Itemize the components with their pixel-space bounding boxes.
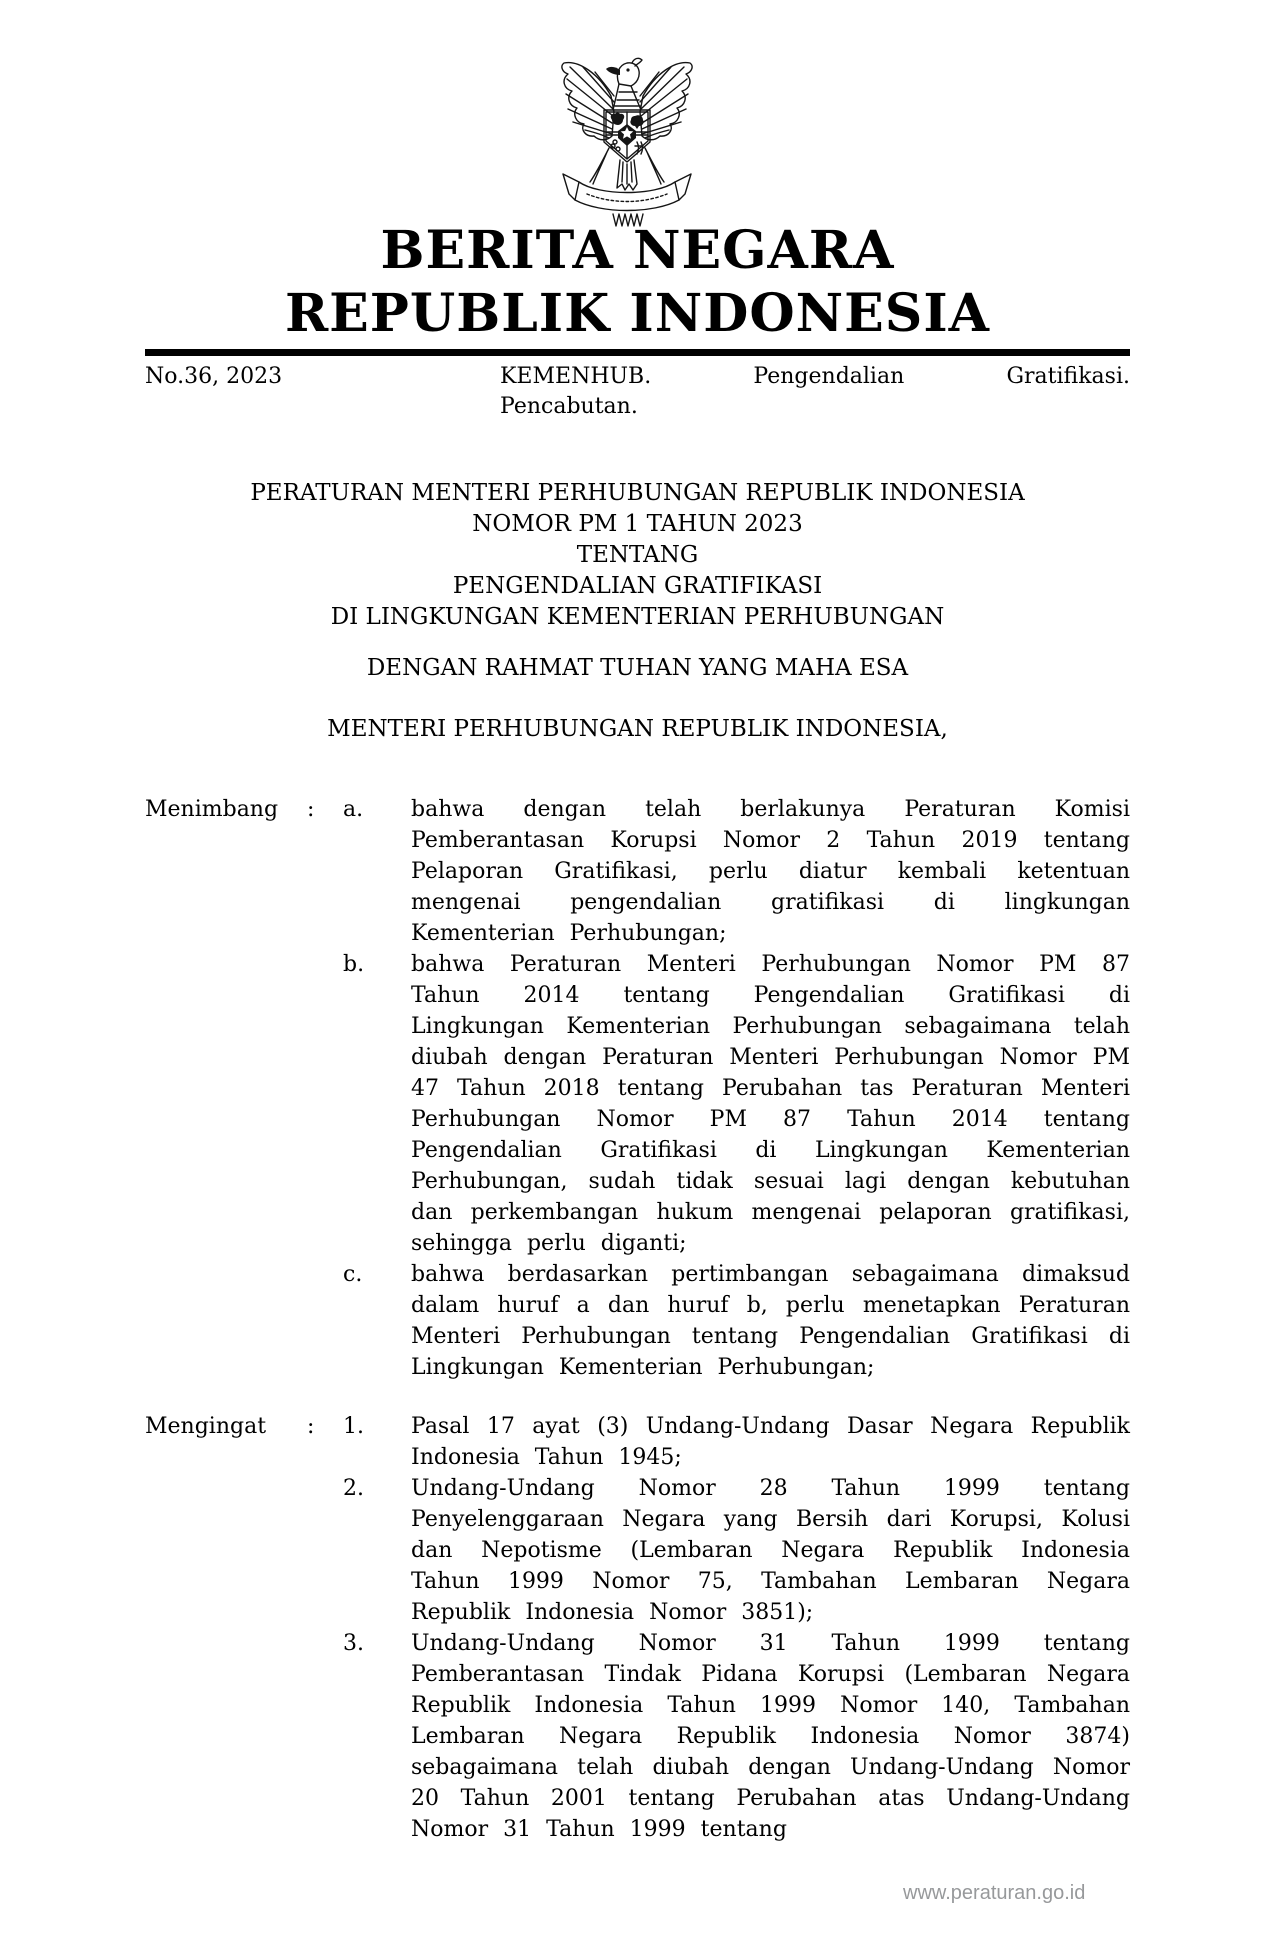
regulation-title-line1: PERATURAN MENTERI PERHUBUNGAN REPUBLIK INDONESIA bbox=[250, 480, 1025, 506]
item-marker: 3. bbox=[343, 1631, 364, 1656]
gazette-title-line2: REPUBLIK INDONESIA bbox=[284, 283, 991, 344]
regulation-subject-line: PENGENDALIAN GRATIFIKASI bbox=[452, 573, 823, 599]
invocation-line: DENGAN RAHMAT TUHAN YANG MAHA ESA bbox=[366, 655, 909, 681]
garuda-pancasila-emblem bbox=[557, 54, 697, 238]
subject-word-2: Pengendalian bbox=[753, 364, 905, 389]
item-marker: b. bbox=[343, 952, 365, 977]
masthead-info-line bbox=[145, 362, 1130, 422]
gazette-subject bbox=[500, 362, 1130, 422]
gazette-number: No.36, 2023 bbox=[145, 364, 283, 389]
legal-basis-text-2: Undang-Undang Nomor 28 Tahun 1999 tentang Penyelenggaraan Negara yang Bersih dari Korupsi, Kolusi dan Nepotisme (Lembaran Negara Republik Indonesia Tahun 1999 Nomor 75, Tambahan Lembaran Negara Republik Indonesia Nomor 3851); bbox=[411, 1476, 1130, 1625]
watermark-url: www.peraturan.go.id bbox=[903, 1882, 1086, 1904]
consideration-row-c bbox=[145, 1259, 1130, 1383]
legal-basis-text-1: Pasal 17 ayat (3) Undang-Undang Dasar Negara Republik Indonesia Tahun 1945; bbox=[411, 1414, 1130, 1470]
consideration-text-a: bahwa dengan telah berlakunya Peraturan Komisi Pemberantasan Korupsi Nomor 2 Tahun 2019 tentang Pelaporan Gratifikasi, perlu diatur kembali ketentuan mengenai pengendalian gratifikasi di lingkungan Kementerian Perhubungan; bbox=[411, 797, 1130, 946]
mengingat-separator: : bbox=[307, 1414, 315, 1439]
legal-basis-row-2 bbox=[145, 1473, 1130, 1628]
consideration-text-c: bahwa berdasarkan pertimbangan sebagaimana dimaksud dalam huruf a dan huruf b, perlu menetapkan Peraturan Menteri Perhubungan tentang Pengendalian Gratifikasi di Lingkungan Kementerian Perhubungan; bbox=[411, 1262, 1130, 1380]
consideration-row-a bbox=[145, 794, 1130, 949]
preamble-section bbox=[145, 794, 1130, 1845]
subject-word-1: KEMENHUB. bbox=[500, 364, 652, 389]
subject-word-3: Gratifikasi. bbox=[1006, 364, 1130, 389]
menimbang-separator: : bbox=[307, 797, 315, 822]
menimbang-label: Menimbang bbox=[145, 797, 279, 822]
regulation-title-block bbox=[145, 478, 1130, 633]
legal-basis-row-1 bbox=[145, 1411, 1130, 1473]
legal-basis-row-3 bbox=[145, 1628, 1130, 1845]
consideration-row-b bbox=[145, 949, 1130, 1259]
mengingat-label: Mengingat bbox=[145, 1414, 267, 1439]
item-marker: c. bbox=[343, 1262, 363, 1287]
gazette-title-line1: BERITA NEGARA bbox=[380, 220, 895, 281]
authority-line: MENTERI PERHUBUNGAN REPUBLIK INDONESIA, bbox=[327, 716, 948, 742]
consideration-text-b: bahwa Peraturan Menteri Perhubungan Nomor PM 87 Tahun 2014 tentang Pengendalian Gratifikasi di Lingkungan Kementerian Perhubungan sebagaimana telah diubah dengan Peraturan Menteri Perhubungan Nomor PM 47 Tahun 2018 tentang Perubahan tas Peraturan Menteri Perhubungan Nomor PM 87 Tahun 2014 tentang Pengendalian Gratifikasi di Lingkungan Kementerian Perhubungan, sudah tidak sesuai lagi dengan kebutuhan dan perkembangan hukum mengenai pelaporan gratifikasi, sehingga perlu diganti; bbox=[411, 952, 1130, 1256]
masthead-rule bbox=[145, 349, 1130, 356]
regulation-number-line: NOMOR PM 1 TAHUN 2023 bbox=[472, 511, 803, 537]
item-marker: 1. bbox=[343, 1414, 364, 1439]
item-marker: 2. bbox=[343, 1476, 364, 1501]
legal-basis-text-3: Undang-Undang Nomor 31 Tahun 1999 tentang Pemberantasan Tindak Pidana Korupsi (Lembaran Negara Republik Indonesia Tahun 1999 Nomor 140, Tambahan Lembaran Negara Republik Indonesia Nomor 3874) sebagaimana telah diubah dengan Undang-Undang Nomor 20 Tahun 2001 tentang Perubahan atas Undang-Undang Nomor 31 Tahun 1999 tentang bbox=[411, 1631, 1130, 1842]
garuda-eagle-icon bbox=[557, 54, 697, 238]
gazette-subject-line1 bbox=[500, 362, 1130, 392]
gazette-subject-line2: Pencabutan. bbox=[500, 394, 638, 419]
item-marker: a. bbox=[343, 797, 364, 822]
regulation-scope-line: DI LINGKUNGAN KEMENTERIAN PERHUBUNGAN bbox=[330, 604, 945, 630]
regulation-tentang-line: TENTANG bbox=[576, 542, 699, 568]
